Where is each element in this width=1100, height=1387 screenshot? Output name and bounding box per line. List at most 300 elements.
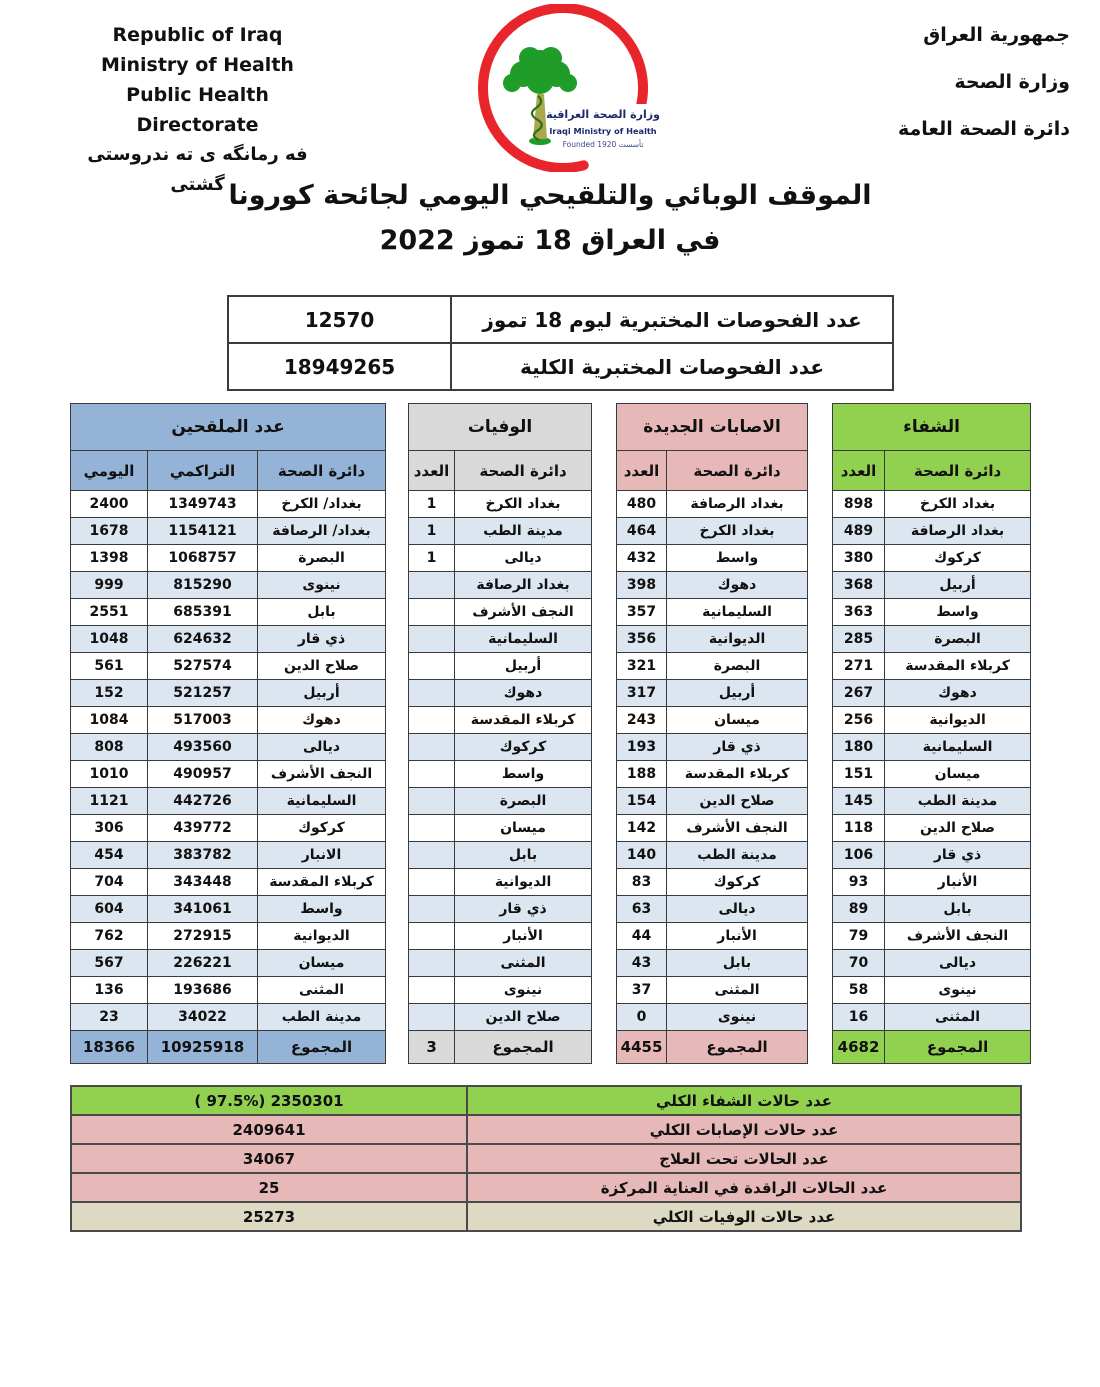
spacer xyxy=(808,842,833,869)
vaccinated-cumulative-cell: 383782 xyxy=(148,842,258,869)
vaccinated-daily-cell: 704 xyxy=(71,869,148,896)
crescent-palm-logo-icon xyxy=(460,4,666,172)
summary-row xyxy=(71,1173,1021,1202)
vaccinated-cumulative-cell: 493560 xyxy=(148,734,258,761)
new-cases-governorate-cell: بغداد الرصافة xyxy=(667,491,808,518)
recovery-governorate-cell: ميسان xyxy=(885,761,1031,788)
summary-value-cell: 25 xyxy=(71,1173,467,1202)
deaths-governorate-cell: البصرة xyxy=(455,788,592,815)
new-cases-count-cell: 43 xyxy=(617,950,667,977)
summary-row xyxy=(71,1202,1021,1231)
spacer xyxy=(808,950,833,977)
deaths-count-cell xyxy=(409,950,455,977)
recovery-count-cell: 16 xyxy=(833,1004,885,1031)
spacer xyxy=(808,545,833,572)
deaths-count-cell xyxy=(409,761,455,788)
spacer xyxy=(592,950,617,977)
new-cases-governorate-cell: نينوى xyxy=(667,1004,808,1031)
deaths-count-cell: 1 xyxy=(409,518,455,545)
vaccinated-governorate-cell: الديوانية xyxy=(258,923,386,950)
vaccinated-cumulative-cell: 193686 xyxy=(148,977,258,1004)
vaccinated-governorate-cell: صلاح الدين xyxy=(258,653,386,680)
governorate-row xyxy=(71,788,1031,815)
spacer xyxy=(808,923,833,950)
deaths-group-title: الوفيات xyxy=(409,404,592,451)
deaths-governorate-cell: صلاح الدين xyxy=(455,1004,592,1031)
governorate-row xyxy=(71,707,1031,734)
summary-label-cell: عدد الحالات تحت العلاج xyxy=(467,1144,1021,1173)
vaccinated-governorate-cell: بغداد/ الرصافة xyxy=(258,518,386,545)
vaccinated-governorate-cell: نينوى xyxy=(258,572,386,599)
recovery-count-cell: 271 xyxy=(833,653,885,680)
spacer xyxy=(808,734,833,761)
governorate-row xyxy=(71,896,1031,923)
vaccinated-cumulative-cell: 341061 xyxy=(148,896,258,923)
totals-row xyxy=(71,1031,1031,1064)
new-cases-count-cell: 357 xyxy=(617,599,667,626)
new-cases-governorate-cell: الأنبار xyxy=(667,923,808,950)
governorate-row xyxy=(71,626,1031,653)
recovery-count-cell: 368 xyxy=(833,572,885,599)
new-cases-count-cell: 356 xyxy=(617,626,667,653)
deaths-count-cell: 1 xyxy=(409,491,455,518)
recovery-governorate-cell: بغداد الكرخ xyxy=(885,491,1031,518)
spacer xyxy=(592,734,617,761)
deaths-count-cell xyxy=(409,815,455,842)
vaccinated-governorate-cell: كركوك xyxy=(258,815,386,842)
daily-tests-label: عدد الفحوصات المختبرية ليوم 18 تموز xyxy=(451,296,893,343)
recovery-governorate-cell: البصرة xyxy=(885,626,1031,653)
governorate-row xyxy=(71,842,1031,869)
new-cases-directorate-header: دائرة الصحة xyxy=(667,451,808,491)
spacer xyxy=(808,451,833,491)
recovery-count-cell: 93 xyxy=(833,869,885,896)
ministry-of-health-logo xyxy=(460,4,666,172)
spacer xyxy=(386,545,409,572)
vaccinated-cumulative-cell: 624632 xyxy=(148,626,258,653)
vaccinated-governorate-cell: الانبار xyxy=(258,842,386,869)
recovery-governorate-cell: النجف الأشرف xyxy=(885,923,1031,950)
vaccinated-daily-cell: 23 xyxy=(71,1004,148,1031)
deaths-count-cell xyxy=(409,572,455,599)
vaccinated-governorate-cell: ديالى xyxy=(258,734,386,761)
spacer xyxy=(808,491,833,518)
governorate-row xyxy=(71,1004,1031,1031)
new-cases-governorate-cell: بابل xyxy=(667,950,808,977)
governorate-row xyxy=(71,599,1031,626)
deaths-count-cell xyxy=(409,680,455,707)
vaccinated-total-daily: 18366 xyxy=(71,1031,148,1064)
vaccinated-cumulative-cell: 490957 xyxy=(148,761,258,788)
vaccinated-daily-cell: 567 xyxy=(71,950,148,977)
new-cases-count-cell: 317 xyxy=(617,680,667,707)
recovery-count-header: العدد xyxy=(833,451,885,491)
recovery-count-cell: 118 xyxy=(833,815,885,842)
vaccinated-cumulative-cell: 527574 xyxy=(148,653,258,680)
vaccinated-daily-cell: 2551 xyxy=(71,599,148,626)
report-title xyxy=(0,182,1100,254)
logo-english-wordmark: Iraqi Ministry of Health xyxy=(549,126,657,136)
vaccinated-governorate-cell: السليمانية xyxy=(258,788,386,815)
spacer xyxy=(386,491,409,518)
spacer xyxy=(386,761,409,788)
vaccinated-group-title: عدد الملقحين xyxy=(71,404,386,451)
total-tests-value: 18949265 xyxy=(228,343,451,390)
recovery-governorate-cell: المثنى xyxy=(885,1004,1031,1031)
spacer xyxy=(386,896,409,923)
vaccinated-daily-cell: 2400 xyxy=(71,491,148,518)
governorate-row xyxy=(71,815,1031,842)
header-arabic-block xyxy=(810,24,1070,165)
recovery-directorate-header: دائرة الصحة xyxy=(885,451,1031,491)
spacer xyxy=(386,1004,409,1031)
recovery-governorate-cell: أربيل xyxy=(885,572,1031,599)
spacer xyxy=(386,950,409,977)
spacer xyxy=(386,977,409,1004)
spacer xyxy=(808,977,833,1004)
new-cases-count-cell: 398 xyxy=(617,572,667,599)
recovery-count-cell: 89 xyxy=(833,896,885,923)
governorate-row xyxy=(71,653,1031,680)
new-cases-total-value: 4455 xyxy=(617,1031,667,1064)
vaccinated-daily-cell: 1398 xyxy=(71,545,148,572)
summary-label-cell: عدد حالات الشفاء الكلي xyxy=(467,1086,1021,1115)
new-cases-governorate-cell: النجف الأشرف xyxy=(667,815,808,842)
vaccinated-cumulative-cell: 272915 xyxy=(148,923,258,950)
spacer xyxy=(592,599,617,626)
vaccinated-daily-cell: 454 xyxy=(71,842,148,869)
new-cases-count-cell: 154 xyxy=(617,788,667,815)
country-name-en: Republic of Iraq xyxy=(112,24,283,46)
vaccinated-total-cumulative: 10925918 xyxy=(148,1031,258,1064)
governorate-row xyxy=(71,923,1031,950)
vaccinated-governorate-cell: مدينة الطب xyxy=(258,1004,386,1031)
deaths-total-value: 3 xyxy=(409,1031,455,1064)
directorate-name-en: Public Health Directorate xyxy=(126,84,269,136)
recovery-governorate-cell: واسط xyxy=(885,599,1031,626)
deaths-count-cell xyxy=(409,842,455,869)
deaths-count-cell xyxy=(409,1004,455,1031)
spacer xyxy=(386,680,409,707)
spacer xyxy=(808,815,833,842)
vaccinated-directorate-header: دائرة الصحة xyxy=(258,451,386,491)
vaccinated-daily-cell: 808 xyxy=(71,734,148,761)
deaths-count-cell xyxy=(409,707,455,734)
vaccinated-governorate-cell: ذي قار xyxy=(258,626,386,653)
summary-value-cell: 25273 xyxy=(71,1202,467,1231)
recovery-governorate-cell: بغداد الرصافة xyxy=(885,518,1031,545)
vaccinated-cumulative-cell: 34022 xyxy=(148,1004,258,1031)
new-cases-governorate-cell: ديالى xyxy=(667,896,808,923)
column-header-row xyxy=(71,451,1031,491)
spacer xyxy=(808,404,833,451)
spacer xyxy=(592,518,617,545)
governorate-row xyxy=(71,950,1031,977)
vaccinated-governorate-cell: دهوك xyxy=(258,707,386,734)
deaths-count-cell xyxy=(409,896,455,923)
new-cases-count-header: العدد xyxy=(617,451,667,491)
recovery-count-cell: 363 xyxy=(833,599,885,626)
vaccinated-governorate-cell: كربلاء المقدسة xyxy=(258,869,386,896)
new-cases-count-cell: 464 xyxy=(617,518,667,545)
spacer xyxy=(386,815,409,842)
spacer xyxy=(386,599,409,626)
deaths-count-cell xyxy=(409,599,455,626)
recovery-governorate-cell: كركوك xyxy=(885,545,1031,572)
total-tests-row xyxy=(228,343,893,390)
vaccinated-cumulative-header: التراكمي xyxy=(148,451,258,491)
new-cases-count-cell: 193 xyxy=(617,734,667,761)
recovery-count-cell: 489 xyxy=(833,518,885,545)
vaccinated-daily-cell: 136 xyxy=(71,977,148,1004)
recovery-governorate-cell: نينوى xyxy=(885,977,1031,1004)
recovery-governorate-cell: كربلاء المقدسة xyxy=(885,653,1031,680)
spacer xyxy=(808,572,833,599)
recovery-count-cell: 898 xyxy=(833,491,885,518)
deaths-governorate-cell: المثنى xyxy=(455,950,592,977)
spacer xyxy=(592,404,617,451)
spacer xyxy=(592,491,617,518)
new-cases-count-cell: 142 xyxy=(617,815,667,842)
spacer xyxy=(386,653,409,680)
summary-row xyxy=(71,1086,1021,1115)
recovery-count-cell: 145 xyxy=(833,788,885,815)
deaths-count-cell xyxy=(409,653,455,680)
vaccinated-cumulative-cell: 442726 xyxy=(148,788,258,815)
spacer xyxy=(808,761,833,788)
deaths-governorate-cell: بابل xyxy=(455,842,592,869)
vaccinated-daily-cell: 999 xyxy=(71,572,148,599)
recovery-governorate-cell: مدينة الطب xyxy=(885,788,1031,815)
spacer xyxy=(386,923,409,950)
vaccinated-governorate-cell: أربيل xyxy=(258,680,386,707)
vaccinated-governorate-cell: النجف الأشرف xyxy=(258,761,386,788)
new-cases-count-cell: 37 xyxy=(617,977,667,1004)
spacer xyxy=(592,1031,617,1064)
summary-value-cell: 2350301 (97.5% ) xyxy=(71,1086,467,1115)
spacer xyxy=(592,815,617,842)
summary-label-cell: عدد الحالات الراقدة في العناية المركزة xyxy=(467,1173,1021,1202)
vaccinated-daily-cell: 1010 xyxy=(71,761,148,788)
spacer xyxy=(808,680,833,707)
recovery-governorate-cell: بابل xyxy=(885,896,1031,923)
new-cases-group-title: الاصابات الجديدة xyxy=(617,404,808,451)
vaccinated-governorate-cell: المثنى xyxy=(258,977,386,1004)
logo-founded-text: Founded 1920 تأسست xyxy=(562,140,644,149)
deaths-count-cell xyxy=(409,923,455,950)
recovery-governorate-cell: ديالى xyxy=(885,950,1031,977)
deaths-governorate-cell: الديوانية xyxy=(455,869,592,896)
deaths-count-cell xyxy=(409,626,455,653)
governorate-row xyxy=(71,977,1031,1004)
recovery-governorate-cell: الديوانية xyxy=(885,707,1031,734)
spacer xyxy=(592,707,617,734)
vaccinated-daily-cell: 1678 xyxy=(71,518,148,545)
spacer xyxy=(386,1031,409,1064)
new-cases-count-cell: 63 xyxy=(617,896,667,923)
deaths-governorate-cell: بغداد الرصافة xyxy=(455,572,592,599)
spacer xyxy=(386,404,409,451)
deaths-count-cell xyxy=(409,977,455,1004)
deaths-directorate-header: دائرة الصحة xyxy=(455,451,592,491)
country-name-ar: جمهورية العراق xyxy=(923,24,1070,46)
spacer xyxy=(808,896,833,923)
national-summary-table xyxy=(70,1085,1022,1232)
deaths-governorate-cell: ميسان xyxy=(455,815,592,842)
vaccinated-cumulative-cell: 343448 xyxy=(148,869,258,896)
lab-tests-table xyxy=(227,295,894,391)
summary-row xyxy=(71,1115,1021,1144)
deaths-governorate-cell: بغداد الكرخ xyxy=(455,491,592,518)
vaccinated-daily-cell: 561 xyxy=(71,653,148,680)
spacer xyxy=(592,869,617,896)
deaths-governorate-cell: كركوك xyxy=(455,734,592,761)
new-cases-governorate-cell: البصرة xyxy=(667,653,808,680)
vaccinated-governorate-cell: بابل xyxy=(258,599,386,626)
spacer xyxy=(386,707,409,734)
spacer xyxy=(386,869,409,896)
new-cases-governorate-cell: دهوك xyxy=(667,572,808,599)
new-cases-governorate-cell: كركوك xyxy=(667,869,808,896)
new-cases-governorate-cell: بغداد الكرخ xyxy=(667,518,808,545)
spacer xyxy=(386,842,409,869)
new-cases-governorate-cell: مدينة الطب xyxy=(667,842,808,869)
vaccinated-daily-cell: 306 xyxy=(71,815,148,842)
vaccinated-cumulative-cell: 439772 xyxy=(148,815,258,842)
deaths-count-header: العدد xyxy=(409,451,455,491)
spacer xyxy=(386,626,409,653)
summary-value-cell: 34067 xyxy=(71,1144,467,1173)
new-cases-governorate-cell: المثنى xyxy=(667,977,808,1004)
spacer xyxy=(808,599,833,626)
vaccinated-cumulative-cell: 685391 xyxy=(148,599,258,626)
governorate-row xyxy=(71,491,1031,518)
vaccinated-cumulative-cell: 815290 xyxy=(148,572,258,599)
spacer xyxy=(592,761,617,788)
spacer xyxy=(592,451,617,491)
governorate-row xyxy=(71,869,1031,896)
spacer xyxy=(592,842,617,869)
recovery-governorate-cell: دهوك xyxy=(885,680,1031,707)
deaths-governorate-cell: نينوى xyxy=(455,977,592,1004)
spacer xyxy=(592,680,617,707)
recovery-count-cell: 256 xyxy=(833,707,885,734)
spacer xyxy=(592,572,617,599)
new-cases-governorate-cell: السليمانية xyxy=(667,599,808,626)
summary-row xyxy=(71,1144,1021,1173)
report-title-line2: في العراق 18 تموز 2022 xyxy=(379,225,721,256)
governorates-table xyxy=(70,403,1031,1064)
vaccinated-cumulative-cell: 517003 xyxy=(148,707,258,734)
directorate-name-ar: دائرة الصحة العامة xyxy=(897,118,1070,140)
ministry-name-en: Ministry of Health xyxy=(101,54,294,76)
deaths-count-cell xyxy=(409,869,455,896)
spacer xyxy=(386,572,409,599)
report-title-line1: الموقف الوبائي والتلقيحي اليومي لجائحة كورونا xyxy=(228,180,872,211)
spacer xyxy=(592,626,617,653)
governorate-row xyxy=(71,680,1031,707)
new-cases-governorate-cell: الديوانية xyxy=(667,626,808,653)
spacer xyxy=(386,518,409,545)
spacer xyxy=(386,788,409,815)
spacer xyxy=(386,734,409,761)
governorate-row xyxy=(71,734,1031,761)
deaths-governorate-cell: مدينة الطب xyxy=(455,518,592,545)
new-cases-count-cell: 140 xyxy=(617,842,667,869)
vaccinated-cumulative-cell: 226221 xyxy=(148,950,258,977)
summary-label-cell: عدد حالات الإصابات الكلي xyxy=(467,1115,1021,1144)
vaccinated-cumulative-cell: 521257 xyxy=(148,680,258,707)
spacer xyxy=(808,869,833,896)
new-cases-count-cell: 480 xyxy=(617,491,667,518)
vaccinated-cumulative-cell: 1068757 xyxy=(148,545,258,572)
recovery-count-cell: 285 xyxy=(833,626,885,653)
spacer xyxy=(808,518,833,545)
recovery-total-label: المجموع xyxy=(885,1031,1031,1064)
vaccinated-daily-cell: 1121 xyxy=(71,788,148,815)
vaccinated-governorate-cell: بغداد/ الكرخ xyxy=(258,491,386,518)
vaccinated-daily-cell: 604 xyxy=(71,896,148,923)
recovery-count-cell: 106 xyxy=(833,842,885,869)
new-cases-governorate-cell: صلاح الدين xyxy=(667,788,808,815)
recovery-count-cell: 79 xyxy=(833,923,885,950)
total-tests-label: عدد الفحوصات المختبرية الكلية xyxy=(451,343,893,390)
vaccinated-daily-cell: 1048 xyxy=(71,626,148,653)
deaths-count-cell xyxy=(409,788,455,815)
vaccinated-total-label: المجموع xyxy=(258,1031,386,1064)
daily-tests-value: 12570 xyxy=(228,296,451,343)
ministry-name-ar: وزارة الصحة xyxy=(954,71,1070,93)
recovery-governorate-cell: ذي قار xyxy=(885,842,1031,869)
recovery-count-cell: 151 xyxy=(833,761,885,788)
new-cases-count-cell: 83 xyxy=(617,869,667,896)
new-cases-count-cell: 321 xyxy=(617,653,667,680)
vaccinated-governorate-cell: البصرة xyxy=(258,545,386,572)
vaccinated-daily-cell: 762 xyxy=(71,923,148,950)
new-cases-governorate-cell: واسط xyxy=(667,545,808,572)
spacer xyxy=(592,977,617,1004)
new-cases-count-cell: 243 xyxy=(617,707,667,734)
spacer xyxy=(592,923,617,950)
vaccinated-daily-cell: 152 xyxy=(71,680,148,707)
governorate-row xyxy=(71,518,1031,545)
new-cases-governorate-cell: ذي قار xyxy=(667,734,808,761)
spacer xyxy=(592,545,617,572)
new-cases-count-cell: 188 xyxy=(617,761,667,788)
recovery-count-cell: 58 xyxy=(833,977,885,1004)
deaths-count-cell xyxy=(409,734,455,761)
recovery-group-title: الشفاء xyxy=(833,404,1031,451)
deaths-governorate-cell: أربيل xyxy=(455,653,592,680)
group-title-row xyxy=(71,404,1031,451)
summary-value-cell: 2409641 xyxy=(71,1115,467,1144)
deaths-governorate-cell: ذي قار xyxy=(455,896,592,923)
deaths-governorate-cell: كربلاء المقدسة xyxy=(455,707,592,734)
new-cases-governorate-cell: أربيل xyxy=(667,680,808,707)
governorate-row xyxy=(71,761,1031,788)
vaccinated-daily-header: اليومي xyxy=(71,451,148,491)
recovery-count-cell: 180 xyxy=(833,734,885,761)
directorate-name-kurdish: فه رمانگه ى ته ندروستى گشتى xyxy=(87,144,308,195)
recovery-count-cell: 70 xyxy=(833,950,885,977)
spacer xyxy=(808,653,833,680)
deaths-total-label: المجموع xyxy=(455,1031,592,1064)
deaths-count-cell: 1 xyxy=(409,545,455,572)
new-cases-governorate-cell: ميسان xyxy=(667,707,808,734)
vaccinated-cumulative-cell: 1349743 xyxy=(148,491,258,518)
deaths-governorate-cell: الأنبار xyxy=(455,923,592,950)
deaths-governorate-cell: السليمانية xyxy=(455,626,592,653)
